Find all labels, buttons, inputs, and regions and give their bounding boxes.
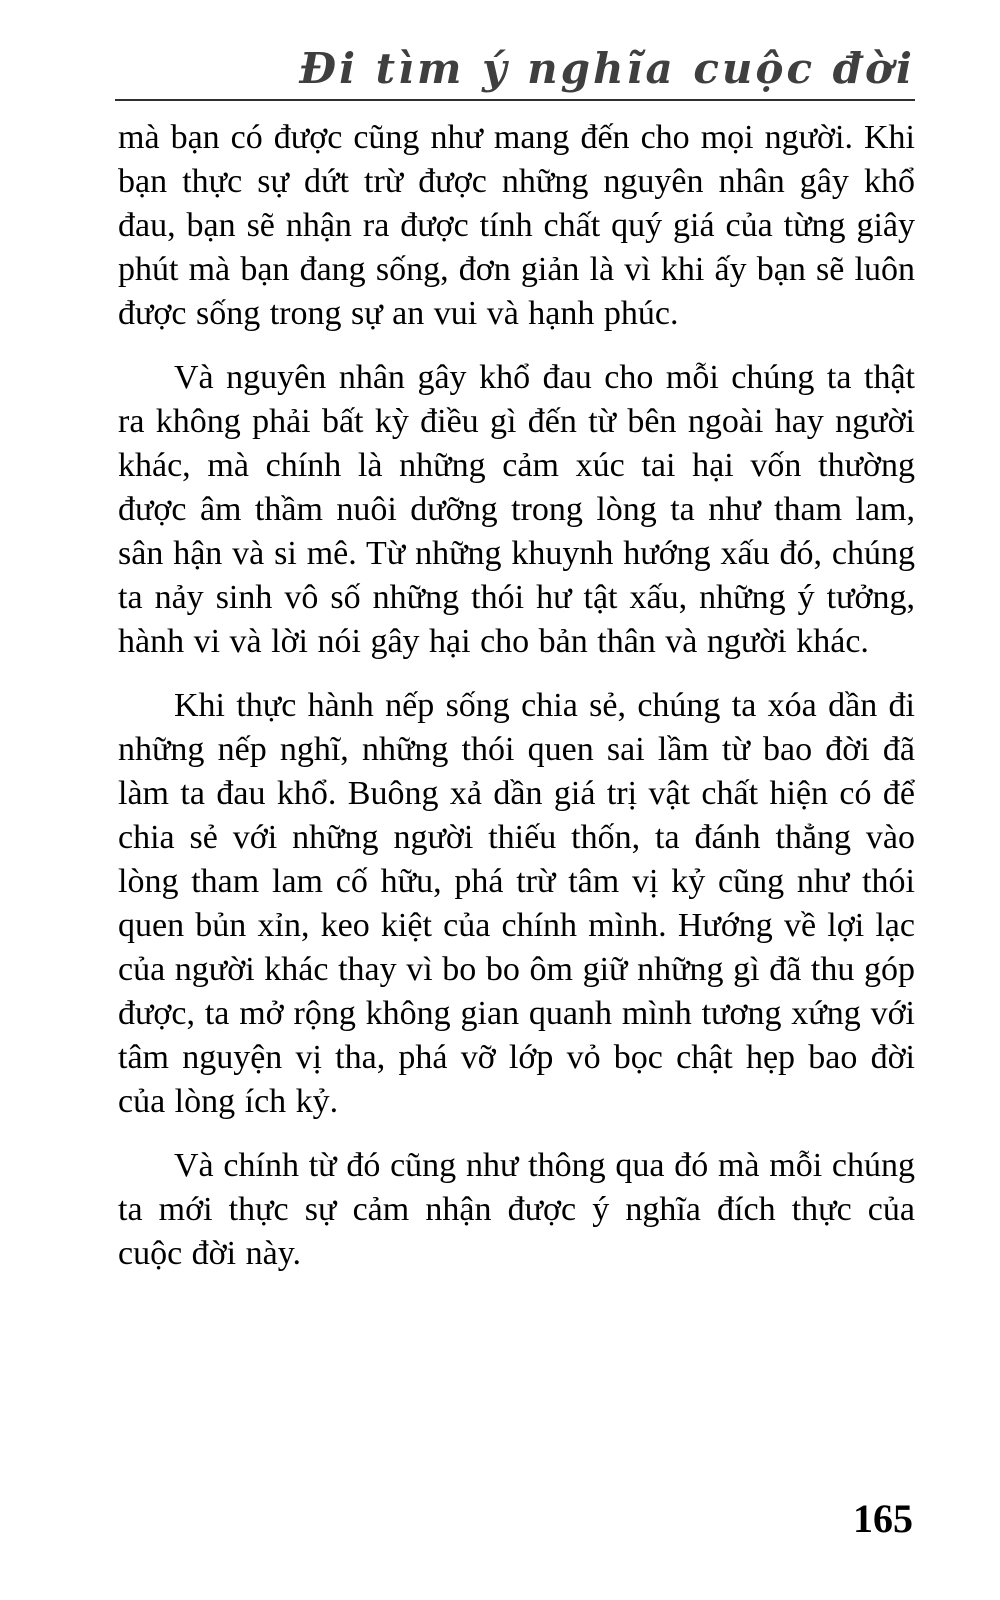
paragraph-1: mà bạn có được cũng như mang đến cho mọi người. Khi bạn thực sự dứt trừ được những nguyên nhân gây khổ đau, bạn sẽ nhận ra được tính chất quý giá của từng giây phút mà bạn đang sống, đơn giản là vì khi ấy bạn sẽ luôn được sống trong sự an vui và hạnh phúc. xyxy=(118,119,915,332)
page-body xyxy=(118,116,915,1296)
header-rule xyxy=(115,99,915,101)
paragraph-4: Và chính từ đó cũng như thông qua đó mà mỗi chúng ta mới thực sự cảm nhận được ý nghĩa đích thực của cuộc đời này. xyxy=(118,1147,915,1272)
page-number: 165 xyxy=(853,1496,913,1541)
running-header xyxy=(118,44,915,93)
chapter-title: Đi tìm ý nghĩa cuộc đời xyxy=(299,44,915,93)
paragraph-2: Và nguyên nhân gây khổ đau cho mỗi chúng ta thật ra không phải bất kỳ điều gì đến từ bên ngoài hay người khác, mà chính là những cảm xúc tai hại vốn thường được âm thầm nuôi dưỡng trong lòng ta như tham lam, sân hận và si mê. Từ những khuynh hướng xấu đó, chúng ta nảy sinh vô số những thói hư tật xấu, những ý tưởng, hành vi và lời nói gây hại cho bản thân và người khác. xyxy=(118,359,915,660)
paragraph-3: Khi thực hành nếp sống chia sẻ, chúng ta xóa dần đi những nếp nghĩ, những thói quen sai lầm từ bao đời đã làm ta đau khổ. Buông xả dần giá trị vật chất hiện có để chia sẻ với những người thiếu thốn, ta đánh thẳng vào lòng tham lam cố hữu, phá trừ tâm vị kỷ cũng như thói quen bủn xỉn, keo kiệt của chính mình. Hướng về lợi lạc của người khác thay vì bo bo ôm giữ những gì đã thu góp được, ta mở rộng không gian quanh mình tương xứng với tâm nguyện vị tha, phá vỡ lớp vỏ bọc chật hẹp bao đời của lòng ích kỷ. xyxy=(118,687,915,1120)
